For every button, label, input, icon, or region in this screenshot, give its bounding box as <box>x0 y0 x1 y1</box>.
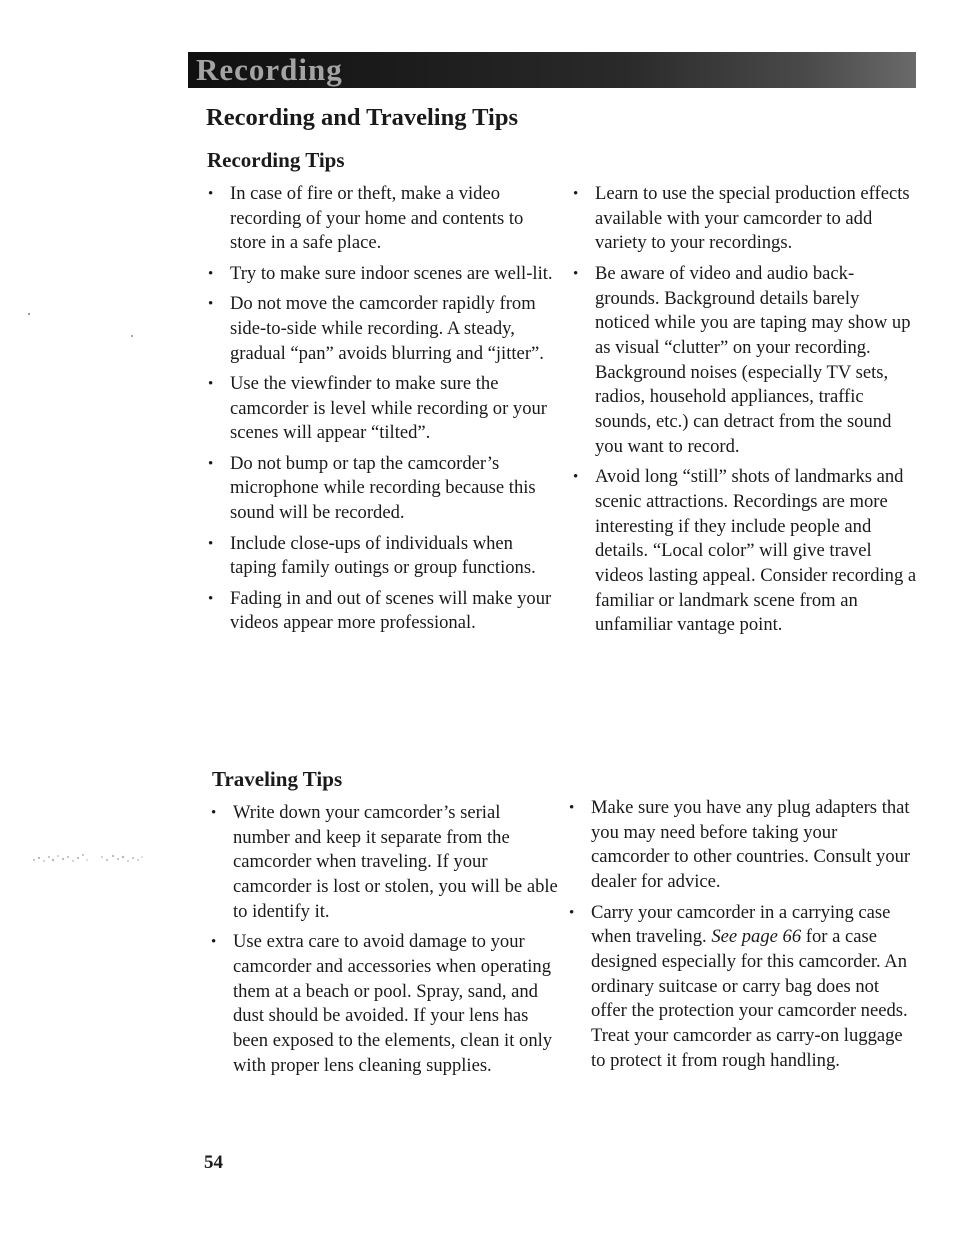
section-banner <box>188 52 916 88</box>
page-reference: See page 66 <box>711 926 802 948</box>
list-item: • Avoid long “still” shots of landmarks and scenic attractions. Recordings are more interesting if they include people and details. “Local color” will give travel videos lasting appeal. Consider recording a familiar or landmark scene from an unfamiliar vantage point. <box>573 465 918 638</box>
traveling-tips-left-list <box>211 801 561 1084</box>
recording-tips-heading: Recording Tips <box>207 148 345 172</box>
list-item: • Use extra care to avoid damage to your camcorder and accessories when operating them at a beach or pool. Spray, sand, and dust should be avoided. If your lens has been exposed to the elements, clean it only with proper lens cleaning supplies. <box>211 930 561 1078</box>
scan-speck <box>131 335 133 337</box>
list-item: • Use the viewfinder to make sure the camcorder is level while recording or your scenes will appear “tilted”. <box>208 372 558 446</box>
banner-title: Recording <box>196 52 343 87</box>
page-title: Recording and Traveling Tips <box>206 104 518 131</box>
list-item <box>569 901 914 1074</box>
recording-tips-right-list <box>573 182 918 644</box>
list-item: • In case of fire or theft, make a video recording of your home and contents to store in a safe place. <box>208 182 558 256</box>
list-item: • Do not move the camcorder rapidly from side-to-side while recording. A steady, gradual “pan” avoids blurring and “jitter”. <box>208 292 558 366</box>
list-item-text: Carry your camcorder in a carrying case when traveling. <box>591 901 891 948</box>
traveling-tips-right-list <box>569 796 914 1079</box>
page-number: 54 <box>204 1152 223 1173</box>
scan-speck <box>28 313 30 315</box>
list-item: • Fading in and out of scenes will make your videos appear more professional. <box>208 587 558 636</box>
list-item: • Be aware of video and audio back-grounds. Background details barely noticed while you are taping may show up as visual “clutter” on your recording. Background noises (especially TV sets, radios, household appliances, traffic sounds, etc.) can detract from the sound you want to record. <box>573 262 918 460</box>
list-item: • Do not bump or tap the camcorder’s microphone while recording because this sound will be recorded. <box>208 452 558 526</box>
traveling-tips-heading: Traveling Tips <box>212 767 343 791</box>
scan-noise <box>32 851 144 865</box>
list-item: • Learn to use the special production effects available with your camcorder to add variety to your recordings. <box>573 182 918 256</box>
recording-tips-left-list <box>208 182 558 642</box>
list-item: • Include close-ups of individuals when taping family outings or group functions. <box>208 532 558 581</box>
list-item: • Write down your camcorder’s serial number and keep it separate from the camcorder when traveling. If your camcorder is lost or stolen, you will be able to identify it. <box>211 801 561 925</box>
list-item-text: for a case designed especially for this camcorder. An ordinary suitcase or carry bag does not offer the protection your camcorder needs. Treat your camcorder as carry-on luggage to protect it from rough handling. <box>591 926 908 1071</box>
list-item: • Make sure you have any plug adapters that you may need before taking your camcorder to other countries. Consult your dealer for advice. <box>569 796 914 895</box>
list-item: • Try to make sure indoor scenes are well-lit. <box>208 262 558 287</box>
